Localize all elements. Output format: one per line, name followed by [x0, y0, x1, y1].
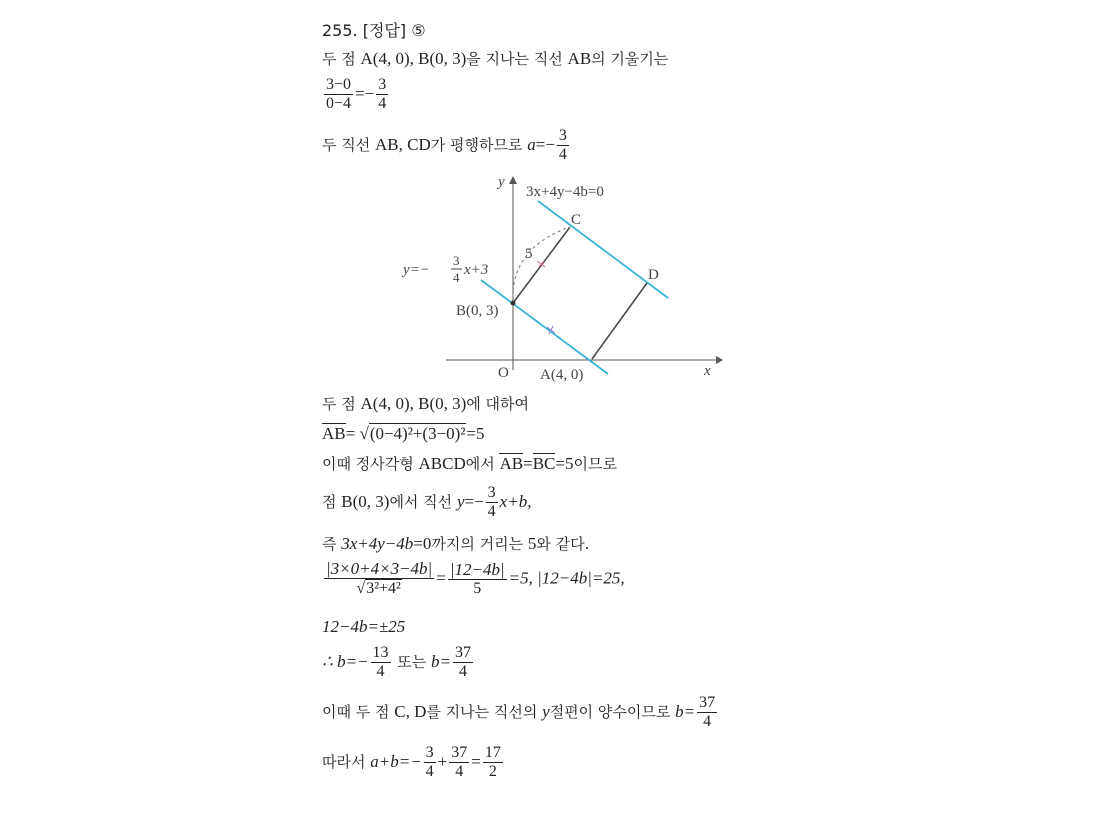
label-a: A(4, 0)	[540, 367, 584, 383]
label-line-left-den: 4	[453, 270, 460, 285]
label-x: x	[704, 363, 711, 379]
intercept-statement: 이때 두 점 C, D를 지나는 직선의 y절편이 양수이므로 b= $\frac{37}{4}$	[322, 694, 716, 730]
point-line-statement: 점 B(0, 3)에서 직선 y=− $\frac{3}{4}$ x+b,	[322, 484, 532, 520]
fraction: $\frac{|12-4b|}{5}$	[449, 559, 505, 597]
fraction: $\frac{13}{4}$	[372, 644, 389, 680]
fraction: $\frac{3}{4}$	[378, 76, 387, 112]
side-ad	[592, 283, 647, 359]
label-y: y	[498, 174, 505, 190]
slope-calculation: $\frac{3-0}{0-4}$ =− $\frac{3}{4}$	[326, 76, 387, 112]
ab-length: AB= √(0−4)²+(3−0)²=5	[322, 424, 485, 443]
label-line-left-a: y=−	[403, 262, 430, 278]
fraction: $\frac{17}{2}$	[484, 744, 501, 780]
b-solutions: ∴ b=− $\frac{13}{4}$ 또는 b= $\frac{37}{4}$	[322, 644, 472, 680]
label-five: 5	[525, 246, 533, 262]
x-axis-arrow	[716, 356, 723, 364]
label-c: C	[571, 212, 582, 228]
label-line-top: 3x+4y−4b=0	[526, 184, 604, 200]
line-slope-intro: 두 점 A(4, 0), B(0, 3)을 지나는 직선 AB의 기울기는	[322, 49, 669, 68]
fraction: $\frac{3}{4}$	[425, 744, 434, 780]
point-b	[511, 301, 516, 306]
label-o: O	[498, 365, 509, 381]
fraction: $\frac{37}{4}$	[455, 644, 472, 680]
distance-equal-statement: 즉 3x+4y−4b=0까지의 거리는 5와 같다.	[322, 534, 590, 553]
fraction: $\frac{3}{4}$	[487, 484, 496, 520]
coordinate-figure	[398, 170, 728, 385]
y-axis-arrow	[509, 176, 517, 184]
label-b: B(0, 3)	[456, 303, 499, 319]
label-line-left-num: 3	[453, 253, 460, 268]
fraction: $\frac{3-0}{0-4}$	[326, 76, 352, 112]
label-d: D	[648, 267, 659, 283]
distance-formula: $\frac{|3\times 0+4\times 3-4b|}{\text{√3²+4²}}$ = $\frac{|12-4b|}{5}$ =5, |12−4b|=25,	[326, 559, 625, 597]
parallel-statement: 두 직선 AB, CD가 평행하므로 a=− $\frac{3}{4}$	[322, 127, 567, 163]
fraction: $\frac{37}{4}$	[699, 694, 716, 730]
final-answer: 따라서 a+b=− $\frac{3}{4}$ + $\frac{37}{4}$ = $\frac{17}{2}$	[322, 744, 501, 780]
fraction: $\frac{37}{4}$	[451, 744, 468, 780]
fraction: $\frac{|3\times 0+4\times 3-4b|}{\text{√3²+4²}}$	[326, 559, 433, 597]
line-cd	[538, 201, 668, 298]
label-line-left-b: x+3	[464, 262, 489, 278]
problem-title: 255. [정답] ⑤	[322, 21, 426, 40]
distance-intro: 두 점 A(4, 0), B(0, 3)에 대하여	[322, 394, 530, 413]
equation-pm: 12−4b=±25	[322, 617, 406, 636]
square-statement: 이때 정사각형 ABCD에서 AB=BC=5이므로	[322, 454, 617, 473]
fraction: $\frac{3}{4}$	[558, 127, 567, 163]
